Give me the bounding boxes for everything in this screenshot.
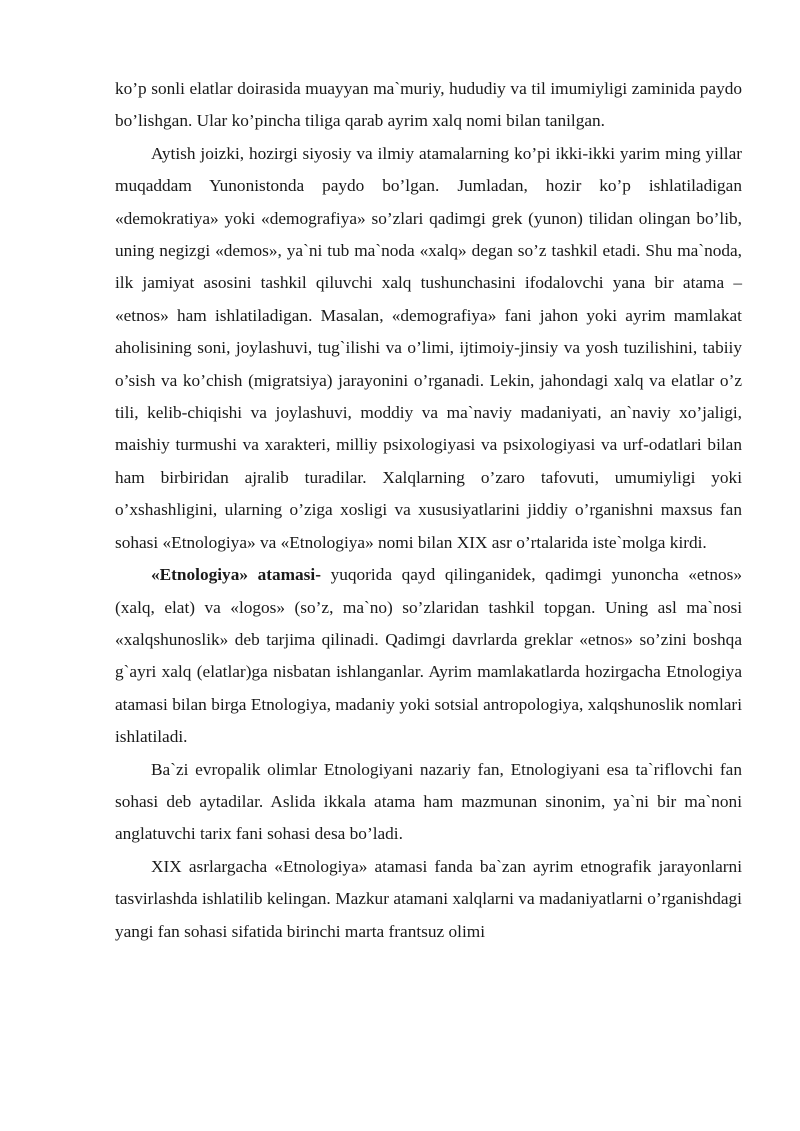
paragraph-continuation: ko’p sonli elatlar doirasida muayyan ma`muriy, hududiy va til imumiyligi zaminida paydo bo’lishgan. Ular ko’pincha tiliga qarab ayrim xalq nomi bilan tanilgan. [115, 79, 742, 131]
paragraph-etnologiya-definition [115, 559, 742, 753]
paragraph-terms-origin: Aytish joizki, hozirgi siyosiy va ilmiy atamalarning ko’pi ikki-ikki yarim ming yillar muqaddam Yunonistonda paydo bo’lgan. Jumladan, hozir ko’p ishlatiladigan «demokratiya» yoki «demografiya» so’zlari qadimgi grek (yunon) tilidan olingan bo’lib, uning negizgi «demos», ya`ni tub ma`noda «xalq» degan so’z tashkil etadi. Shu ma`noda, ilk jamiyat asosini tashkil qiluvchi xalq tushunchasini ifodalovchi yana bir atama – «etnos» ham ishlatiladigan. Masalan, «demografiya» fani jahon yoki ayrim mamlakat aholisining soni, joylashuvi, tug`ilishi va o’limi, ijtimoiy-jinsiy va yosh tuzilishini, tabiiy o’sish va ko’chish (migratsiya) jarayonini o’rganadi. Lekin, jahondagi xalq va elatlar o’z tili, kelib-chiqishi va joylashuvi, moddiy va ma`naviy madaniyati, an`naviy xo’jaligi, maishiy turmushi va xarakteri, milliy psixologiyasi va psixologiyasi va urf-odatlari bilan ham birbiridan ajralib turadilar. Xalqlarning o’zaro tafovuti, umumiyligi yoki o’xshashligini, ularning o’ziga xosligi va xususiyatlarini jiddiy o’rganishni maxsus fan sohasi «Etnologiya» va «Etnologiya» nomi bilan XIX asr o’rtalarida iste`molga kirdi. [115, 143, 742, 552]
term-heading: «Etnologiya» atamasi- [151, 565, 321, 585]
paragraph-xix-century: XIX asrlargacha «Etnologiya» atamasi fanda ba`zan ayrim etnografik jarayonlarni tasvirlashda ishlatilib kelingan. Mazkur atamani xalqlarni va madaniyatlarni o’rganishdagi yangi fan sohasi sifatida birinchi marta frantsuz olimi [115, 856, 742, 941]
document-page [115, 73, 742, 948]
paragraph-body: yuqorida qayd qilinganidek, qadimgi yunoncha «etnos» (xalq, elat) va «logos» (so’z, ma`no) so’zlaridan tashkil topgan. Uning asl ma`nosi «xalqshunoslik» deb tarjima qilinadi. Qadimgi davrlarda greklar «etnos» so’zini boshqa g`ayri xalq (elatlar)ga nisbatan ishlanganlar. Ayrim mamlakatlarda hozirgacha Etnologiya atamasi bilan birga Etnologiya, madaniy yoki sotsial antropologiya, xalqshunoslik nomlari ishlatiladi. [115, 565, 743, 747]
paragraph-european-scholars: Ba`zi evropalik olimlar Etnologiyani nazariy fan, Etnologiyani esa ta`riflovchi fan sohasi deb aytadilar. Aslida ikkala atama ham mazmunan sinonim, ya`ni bir ma`noni anglatuvchi tarix fani sohasi desa bo’ladi. [115, 759, 742, 844]
